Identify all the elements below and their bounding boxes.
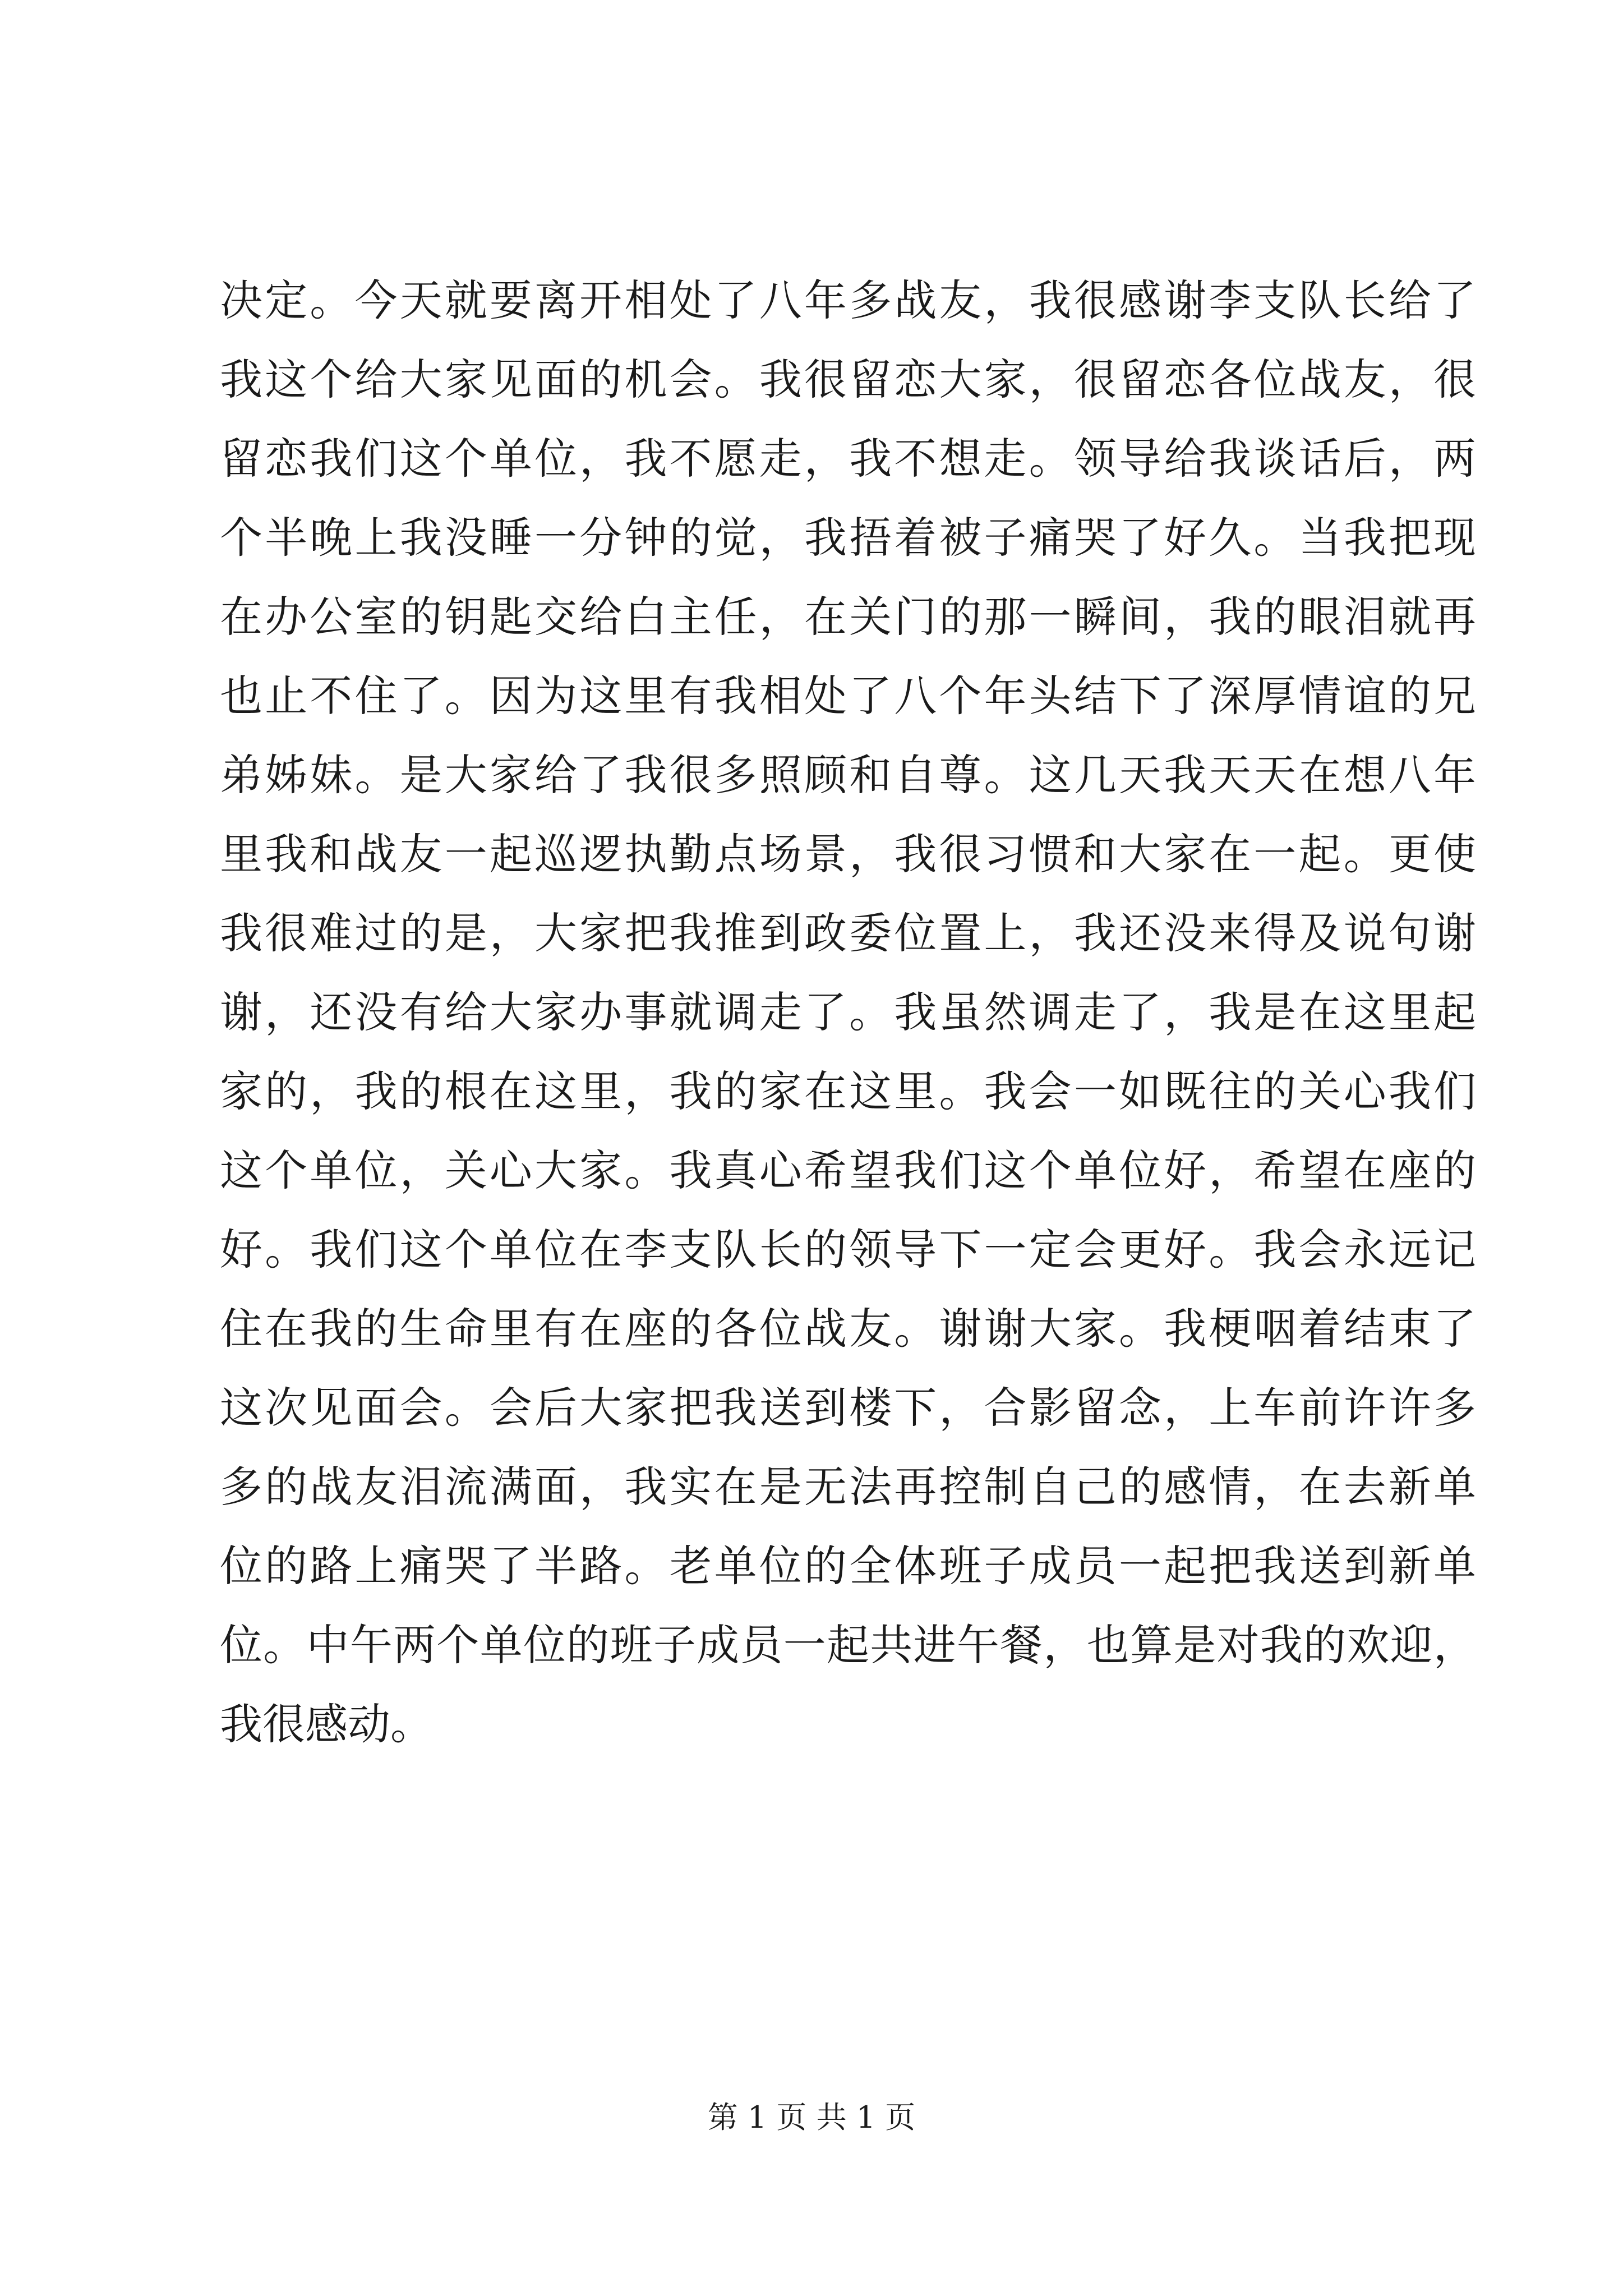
text-line: 我很难过的是，大家把我推到政委位置上，我还没来得及说句谢 <box>220 908 1476 958</box>
text-line: 里我和战友一起巡逻执勤点场景，我很习惯和大家在一起。更使 <box>220 829 1476 879</box>
page-footer: 第 1 页 共 1 页 <box>707 2100 916 2135</box>
text-line: 留恋我们这个单位，我不愿走，我不想走。领导给我谈话后，两 <box>220 434 1476 484</box>
text-line: 谢，还没有给大家办事就调走了。我虽然调走了，我是在这里起 <box>220 987 1476 1037</box>
text-line: 位的路上痛哭了半路。老单位的全体班子成员一起把我送到新单 <box>220 1541 1476 1591</box>
text-line: 位。中午两个单位的班子成员一起共进午餐，也算是对我的欢迎， <box>220 1620 1476 1670</box>
text-line: 好。我们这个单位在李支队长的领导下一定会更好。我会永远记 <box>220 1225 1476 1274</box>
text-line: 住在我的生命里有在座的各位战友。谢谢大家。我梗咽着结束了 <box>220 1304 1476 1354</box>
text-line: 家的，我的根在这里，我的家在这里。我会一如既往的关心我们 <box>220 1066 1476 1116</box>
text-line: 决定。今天就要离开相处了八年多战友，我很感谢李支队长给了 <box>220 275 1476 325</box>
text-line: 我很感动。 <box>220 1699 433 1749</box>
text-line: 多的战友泪流满面，我实在是无法再控制自己的感情，在去新单 <box>220 1462 1476 1512</box>
text-line: 我这个给大家见面的机会。我很留恋大家，很留恋各位战友，很 <box>220 355 1476 404</box>
text-line: 这次见面会。会后大家把我送到楼下，合影留念，上车前许许多 <box>220 1383 1476 1433</box>
text-line: 弟姊妹。是大家给了我很多照顾和自尊。这几天我天天在想八年 <box>220 750 1476 800</box>
text-line: 个半晚上我没睡一分钟的觉，我捂着被子痛哭了好久。当我把现 <box>220 513 1476 563</box>
text-line: 这个单位，关心大家。我真心希望我们这个单位好，希望在座的 <box>220 1145 1476 1195</box>
body-paragraph <box>220 261 1476 1764</box>
text-line: 在办公室的钥匙交给白主任，在关门的那一瞬间，我的眼泪就再 <box>220 592 1476 642</box>
text-line: 也止不住了。因为这里有我相处了八个年头结下了深厚情谊的兄 <box>220 671 1476 721</box>
